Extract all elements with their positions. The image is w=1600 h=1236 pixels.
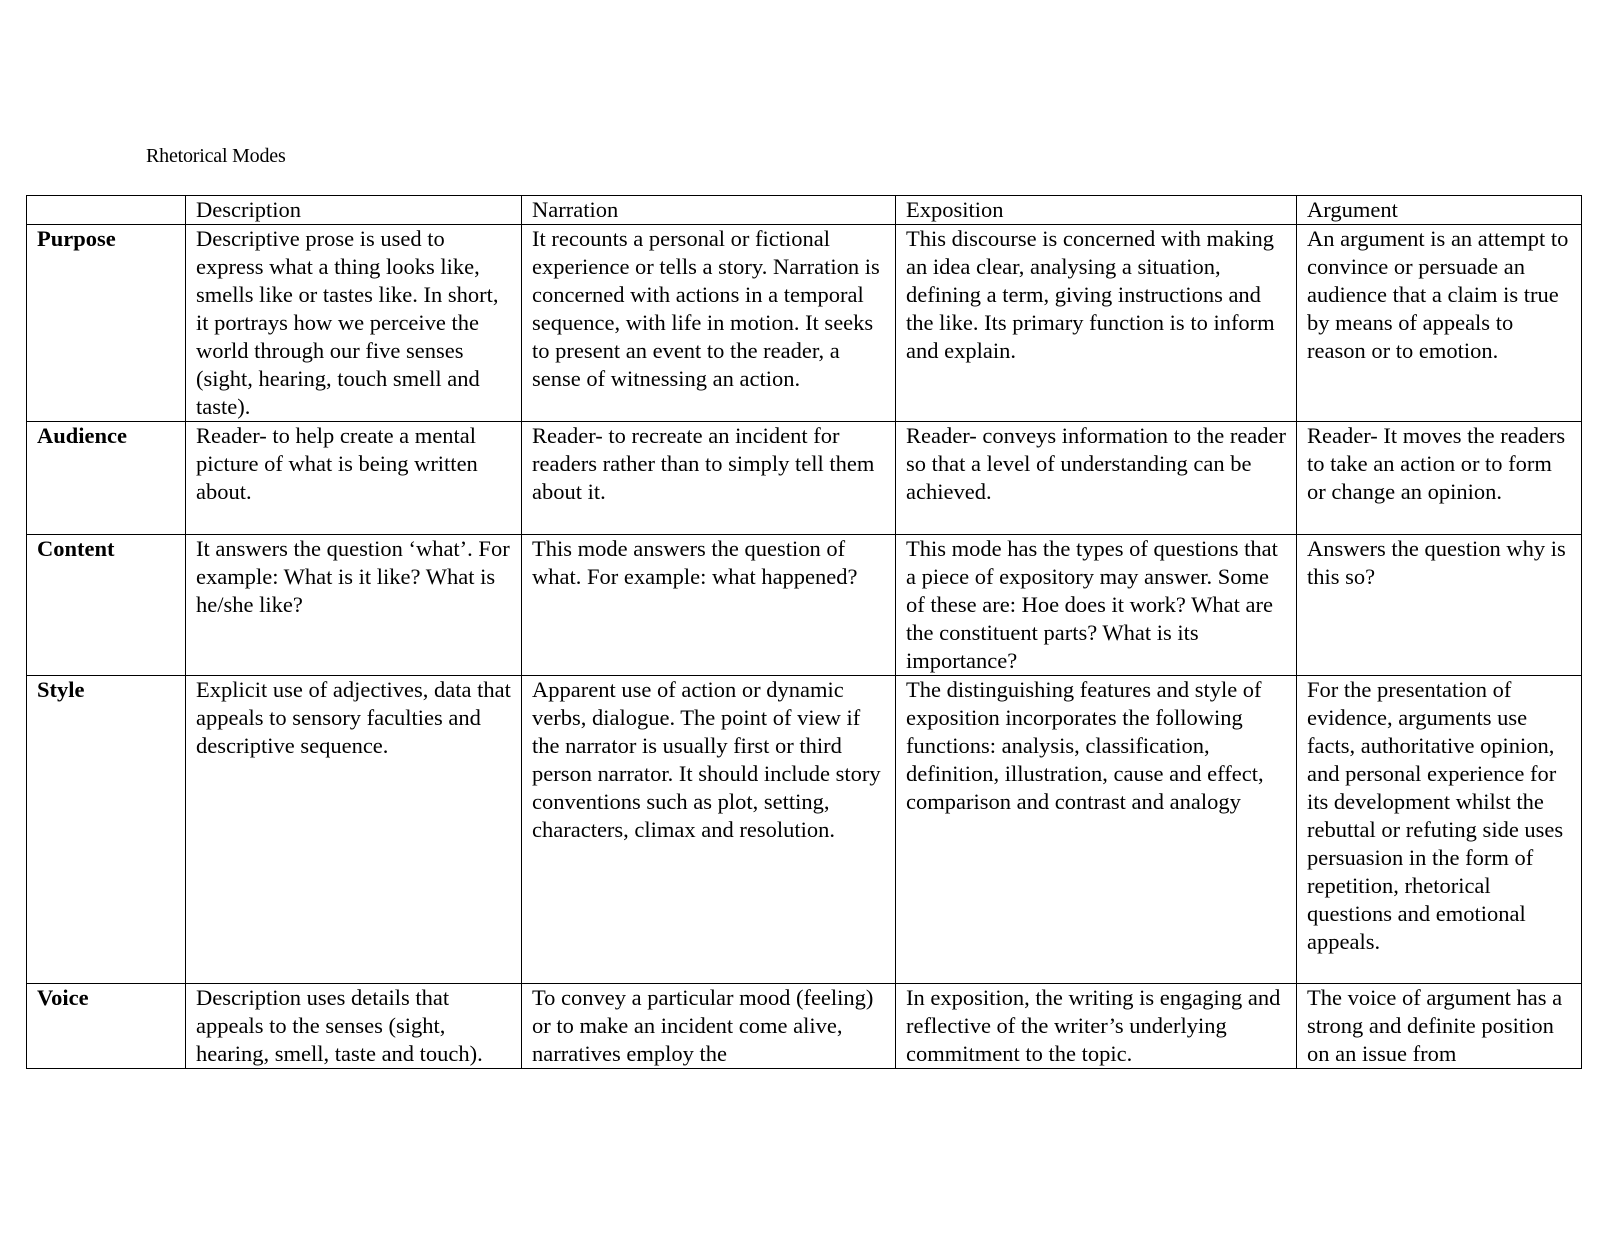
table-row-voice: [27, 984, 1582, 1069]
row-label-voice: Voice: [27, 984, 186, 1069]
cell-voice-argument: The voice of argument has a strong and definite position on an issue from: [1297, 984, 1582, 1069]
table-row-audience: [27, 422, 1582, 535]
header-cell-blank: [27, 196, 186, 225]
row-label-content: Content: [27, 535, 186, 676]
cell-voice-narration: To convey a particular mood (feeling) or to make an incident come alive, narratives employ the: [522, 984, 896, 1069]
cell-content-description: It answers the question ‘what’. For example: What is it like? What is he/she like?: [186, 535, 522, 676]
cell-audience-exposition: Reader- conveys information to the reader so that a level of understanding can be achieved.: [896, 422, 1297, 535]
header-cell-exposition: Exposition: [896, 196, 1297, 225]
row-label-style: Style: [27, 676, 186, 984]
cell-style-argument: For the presentation of evidence, arguments use facts, authoritative opinion, and personal experience for its development whilst the rebuttal or refuting side uses persuasion in the form of repetition, rhetorical questions and emotional appeals.: [1297, 676, 1582, 984]
cell-audience-narration: Reader- to recreate an incident for readers rather than to simply tell them about it.: [522, 422, 896, 535]
header-cell-description: Description: [186, 196, 522, 225]
header-cell-narration: Narration: [522, 196, 896, 225]
table-row-content: [27, 535, 1582, 676]
cell-voice-description: Description uses details that appeals to the senses (sight, hearing, smell, taste and touch).: [186, 984, 522, 1069]
cell-style-description: Explicit use of adjectives, data that appeals to sensory faculties and descriptive sequence.: [186, 676, 522, 984]
cell-purpose-description: Descriptive prose is used to express what a thing looks like, smells like or tastes like. In short, it portrays how we perceive the world through our five senses (sight, hearing, touch smell and taste).: [186, 225, 522, 422]
table-row-purpose: [27, 225, 1582, 422]
header-cell-argument: Argument: [1297, 196, 1582, 225]
cell-content-argument: Answers the question why is this so?: [1297, 535, 1582, 676]
row-label-purpose: Purpose: [27, 225, 186, 422]
table-header-row: [27, 196, 1582, 225]
cell-purpose-exposition: This discourse is concerned with making an idea clear, analysing a situation, defining a term, giving instructions and the like. Its primary function is to inform and explain.: [896, 225, 1297, 422]
cell-voice-exposition: In exposition, the writing is engaging and reflective of the writer’s underlying commitment to the topic.: [896, 984, 1297, 1069]
cell-purpose-narration: It recounts a personal or fictional experience or tells a story. Narration is concerned with actions in a temporal sequence, with life in motion. It seeks to present an event to the reader, a sense of witnessing an action.: [522, 225, 896, 422]
cell-audience-argument: Reader- It moves the readers to take an action or to form or change an opinion.: [1297, 422, 1582, 535]
rhetorical-modes-table: [26, 195, 1582, 1069]
cell-content-narration: This mode answers the question of what. For example: what happened?: [522, 535, 896, 676]
table-row-style: [27, 676, 1582, 984]
cell-content-exposition: This mode has the types of questions that a piece of expository may answer. Some of these are: Hoe does it work? What are the constituent parts? What is its importance?: [896, 535, 1297, 676]
row-label-audience: Audience: [27, 422, 186, 535]
document-title: Rhetorical Modes: [146, 145, 286, 167]
cell-style-exposition: The distinguishing features and style of exposition incorporates the following functions: analysis, classification, definition, illustration, cause and effect, comparison and contrast and analogy: [896, 676, 1297, 984]
cell-purpose-argument: An argument is an attempt to convince or persuade an audience that a claim is true by means of appeals to reason or to emotion.: [1297, 225, 1582, 422]
cell-audience-description: Reader- to help create a mental picture of what is being written about.: [186, 422, 522, 535]
cell-style-narration: Apparent use of action or dynamic verbs, dialogue. The point of view if the narrator is usually first or third person narrator. It should include story conventions such as plot, setting, characters, climax and resolution.: [522, 676, 896, 984]
